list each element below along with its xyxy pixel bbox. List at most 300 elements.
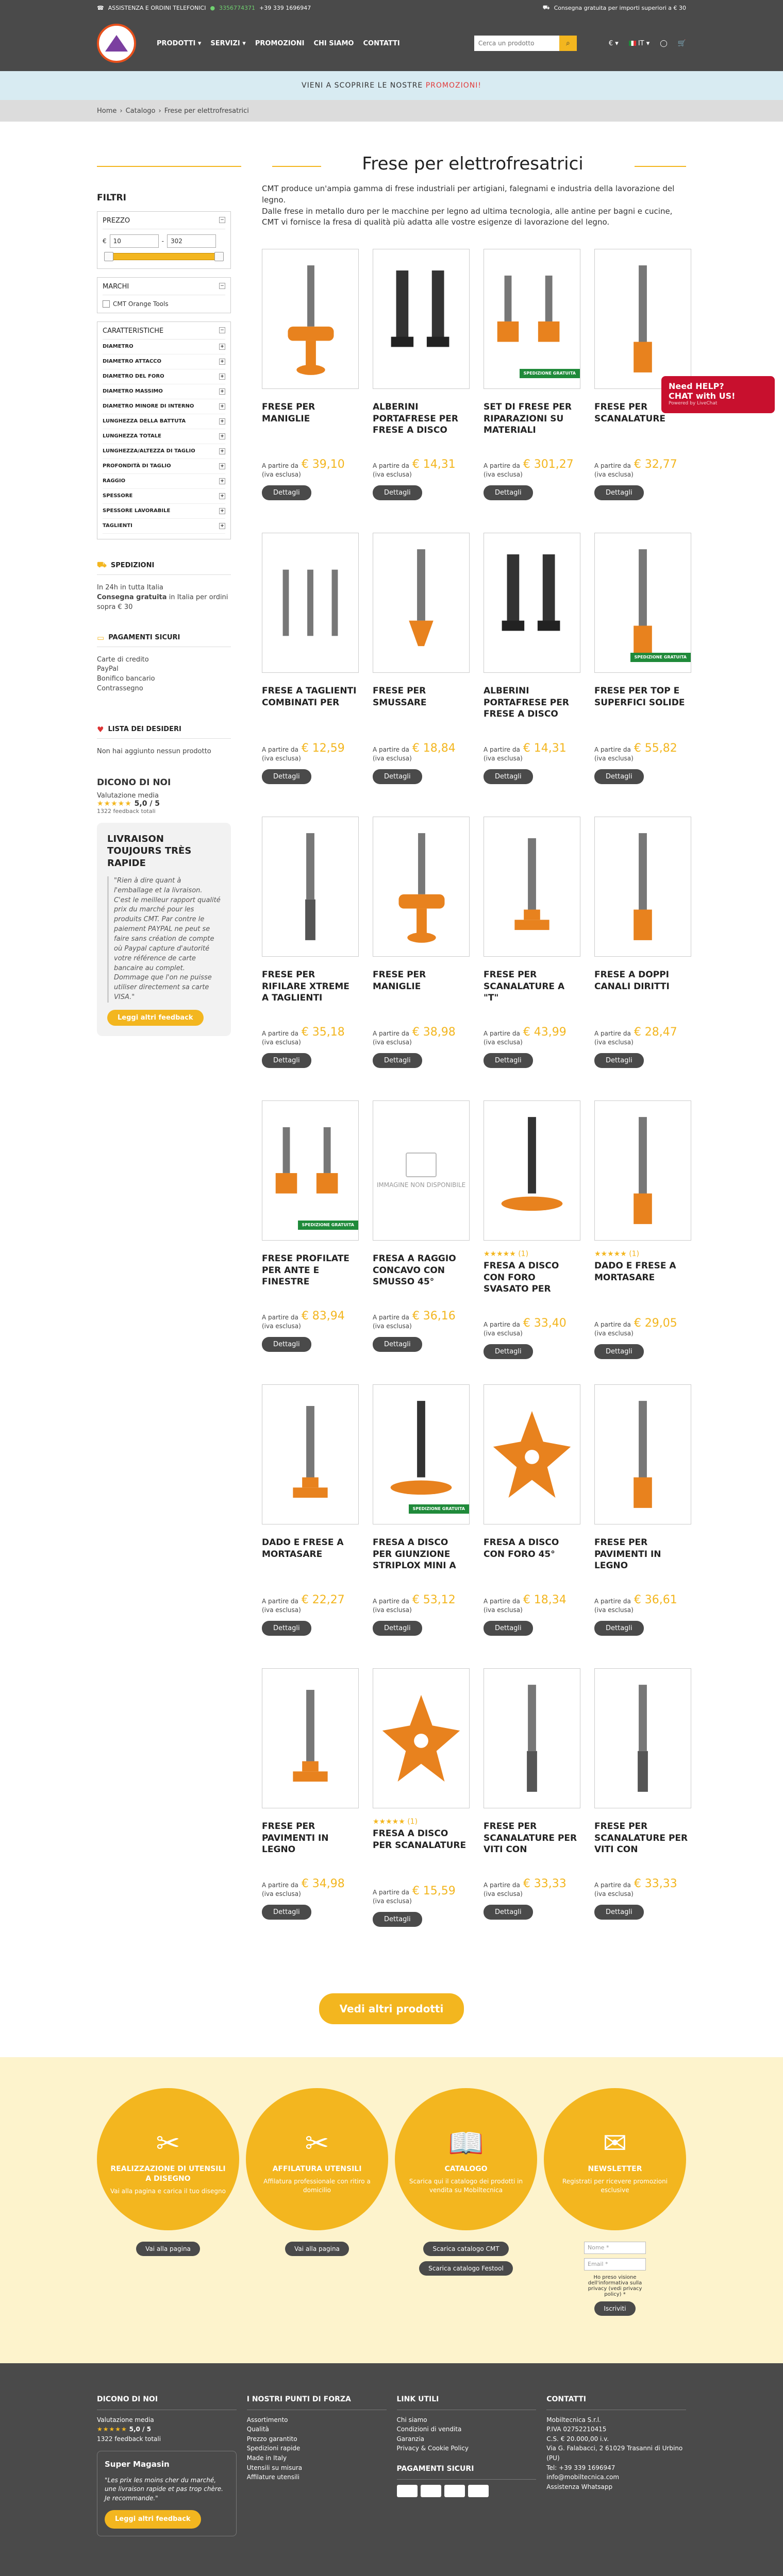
payment-logos [397,2485,537,2497]
price-from-label: A partire da [373,746,409,753]
price-from-label: A partire da [262,1314,298,1321]
footer-strength-item[interactable]: Made in Italy [246,2454,287,2462]
price-from-label: A partire da [594,1598,631,1605]
product-photo [373,1390,469,1519]
footer-feedback-button[interactable]: Leggi altri feedback [105,2510,201,2529]
product-image[interactable] [594,1384,691,1524]
service-icon: ✂ [156,2127,180,2160]
expand-icon[interactable]: + [219,359,225,365]
service-column [246,2088,388,2363]
vat-note: (iva esclusa) [373,755,412,762]
product-name[interactable]: FRESE PER SCANALATURE PER VITI CON [594,1821,688,1855]
product-photo [373,538,469,667]
search-input[interactable] [474,36,559,51]
details-button[interactable]: Dettagli [262,1905,311,1920]
product-price: € 33,33 [634,1877,677,1890]
nav-services[interactable]: SERVIZI ▾ [210,39,246,47]
expand-icon[interactable]: + [219,403,225,410]
price-row [484,1594,580,1614]
product-card[interactable] [262,817,359,1100]
product-photo [595,822,691,951]
filter-item[interactable] [103,504,225,519]
product-name[interactable]: FRESE PER SMUSSARE [373,686,427,708]
phone-number[interactable]: +39 339 1696947 [259,4,311,11]
product-image[interactable] [484,249,580,389]
expand-icon[interactable]: + [219,344,225,350]
price-row [594,742,691,762]
language-select[interactable] [629,40,649,47]
brand-filter [97,277,231,313]
characteristics-title: CARATTERISTICHE [103,327,164,335]
newsletter-name-input[interactable]: Nome * [584,2242,646,2254]
payment-logo-icon [468,2485,489,2497]
price-from-label: A partire da [484,1598,520,1605]
product-name[interactable]: FRESE PROFILATE PER ANTE E FINESTRE [262,1253,349,1287]
shipping-note: Consegna gratuita per importi superiori a € 30 [554,4,686,11]
product-name[interactable]: FRESE PER PAVIMENTI IN LEGNO [262,1821,329,1855]
product-name[interactable]: ALBERINI PORTAFRESE PER FRESE A DISCO [373,402,458,436]
price-from-label: A partire da [594,1882,631,1889]
product-price: € 15,59 [412,1885,456,1897]
service-title: REALIZZAZIONE DI UTENSILI A DISEGNO [110,2165,226,2183]
details-button[interactable]: Dettagli [484,769,533,784]
vat-note: (iva esclusa) [262,1039,301,1046]
footer-rating-stars: ★★★★★ [97,2426,127,2433]
product-name[interactable]: SET DI FRESE PER RIPARAZIONI SU MATERIALI [484,402,572,436]
details-button[interactable]: Dettagli [262,485,311,500]
cart-icon[interactable]: 🛒 [677,39,686,47]
product-price: € 29,05 [634,1317,677,1330]
product-card[interactable] [373,1668,470,1952]
price-row [262,1594,359,1614]
product-image[interactable] [262,1668,359,1808]
product-image[interactable] [373,533,470,673]
footer-review-title: Super Magasin [105,2460,170,2469]
product-price: € 34,98 [301,1877,345,1890]
footer-payments-title: PAGAMENTI SICURI [397,2464,537,2480]
product-name[interactable]: FRESE PER PAVIMENTI IN LEGNO [594,1537,661,1571]
service-title: CATALOGO [444,2165,488,2173]
service-circle[interactable] [395,2088,537,2230]
product-image[interactable] [484,1384,580,1524]
truck-icon: ⛟ [542,4,550,11]
price-row [373,1310,470,1330]
filter-item[interactable] [103,354,225,369]
footer-contact-item[interactable]: Tel: +39 339 1696947 [546,2464,615,2471]
product-card[interactable] [373,249,470,533]
product-card[interactable] [484,1668,580,1952]
nav-promotions[interactable]: PROMOZIONI [255,39,305,47]
service-column [97,2088,239,2363]
product-photo [595,1106,691,1235]
price-row [262,1026,359,1046]
help-line1: Need HELP? [669,381,724,391]
collapse-icon[interactable]: − [219,217,225,223]
product-card[interactable] [484,533,580,817]
filter-item-label: PROFONDITÀ DI TAGLIO [103,463,171,469]
filter-item[interactable] [103,369,225,384]
details-button[interactable]: Dettagli [262,1053,311,1068]
vat-note: (iva esclusa) [373,1606,412,1614]
filter-item[interactable] [103,399,225,414]
search-icon: ⌕ [565,39,570,47]
product-card[interactable] [594,1668,691,1952]
product-image[interactable] [373,1668,470,1808]
wishlist-title: LISTA DEI DESIDERI [108,725,181,734]
footer-strength-item[interactable]: Qualità [246,2426,269,2433]
product-image[interactable] [262,1100,359,1241]
product-image[interactable] [594,1668,691,1808]
payment-logo-icon [397,2485,418,2497]
details-button[interactable]: Dettagli [373,1912,422,1927]
review-title: LIVRAISON TOUJOURS TRÈS RAPIDE [107,833,192,869]
phone-icon: ☎ [97,4,104,11]
product-card[interactable] [262,1100,359,1384]
footer-rating-score: 5,0 / 5 [129,2426,151,2433]
details-button[interactable]: Dettagli [262,1337,311,1352]
vat-note: (iva esclusa) [484,1890,523,1897]
product-photo [373,1674,469,1803]
product-image[interactable] [484,817,580,957]
characteristics-filter [97,321,231,539]
price-from-label: A partire da [262,462,298,469]
expand-icon[interactable]: + [219,493,225,499]
collapse-icon[interactable]: − [219,327,225,333]
product-price: € 36,61 [634,1594,677,1606]
details-button[interactable]: Dettagli [373,485,422,500]
product-name[interactable]: FRESA A DISCO CON FORO 45° [484,1537,559,1560]
vat-note: (iva esclusa) [594,1890,634,1897]
vat-note: (iva esclusa) [373,1897,412,1905]
product-image[interactable] [594,817,691,957]
price-slider[interactable] [105,253,223,260]
product-rating: ★★★★★ (1) [373,1818,418,1826]
service-text: Vai alla pagina e carica il tuo disegno [110,2187,226,2195]
filter-item[interactable] [103,384,225,399]
price-filter: PREZZO − € 10 - 302 [97,211,231,269]
main-content [262,183,691,1952]
details-button[interactable]: Dettagli [594,769,644,784]
expand-icon[interactable]: + [219,418,225,425]
product-card[interactable] [262,1668,359,1952]
footer-contact-item[interactable]: Via G. Falabacci, 2 61029 Trasanni di Urbino (PU) [546,2445,683,2462]
newsletter-privacy[interactable]: Ho preso visione dell'informativa sulla privacy (vedi privacy policy) * [588,2275,642,2297]
service-title: AFFILATURA UTENSILI [272,2165,362,2173]
service-circle[interactable] [97,2088,239,2230]
service-button-2[interactable]: Scarica catalogo Festool [419,2261,513,2276]
product-card[interactable] [594,817,691,1100]
product-photo [595,255,691,383]
product-card[interactable] [262,533,359,817]
product-rating: ★★★★★ (1) [484,1250,529,1258]
product-photo [262,1106,358,1235]
product-card[interactable] [373,533,470,817]
footer-contact-item[interactable]: P.IVA 02752210415 [546,2426,607,2433]
footer-link[interactable]: Privacy & Cookie Policy [396,2445,469,2452]
product-photo [262,1390,358,1519]
details-button[interactable]: Dettagli [594,1344,644,1359]
service-button[interactable]: Vai alla pagina [285,2242,349,2256]
footer [0,2363,783,2576]
product-card[interactable] [484,1100,580,1384]
service-icon: ✉ [603,2127,627,2160]
product-name[interactable]: FRESE PER TOP E SUPERFICI SOLIDE [594,686,685,708]
product-price: € 55,82 [634,742,677,755]
product-name[interactable]: FRESE PER MANIGLIE [262,402,315,424]
product-name[interactable]: FRESA A DISCO CON FORO SVASATO PER [484,1261,559,1295]
price-from-label: A partire da [262,1030,298,1037]
details-button[interactable]: Dettagli [373,1053,422,1068]
user-icon[interactable]: ◯ [660,39,668,47]
details-button[interactable]: Dettagli [594,1621,644,1636]
details-button[interactable]: Dettagli [484,485,533,500]
service-text: Scarica qui il catalogo dei prodotti in vendita su Mobiltecnica [409,2177,523,2194]
expand-icon[interactable]: + [219,478,225,484]
product-image[interactable] [373,817,470,957]
main-nav [157,40,454,47]
product-card[interactable] [594,1100,691,1384]
logo[interactable] [97,24,136,63]
expand-icon[interactable]: + [219,508,225,514]
service-button[interactable]: Scarica catalogo CMT [423,2242,508,2256]
product-card[interactable] [262,1384,359,1668]
filter-item-label: DIAMETRO ATTACCO [103,359,162,364]
collapse-icon[interactable]: − [219,283,225,289]
product-name[interactable]: FRESE A TAGLIENTI COMBINATI PER [262,686,357,708]
product-price: € 22,27 [301,1594,345,1606]
product-image[interactable] [484,1668,580,1808]
assist-label: ASSISTENZA E ORDINI TELEFONICI [108,4,206,11]
product-name[interactable]: FRESA A DISCO PER SCANALATURE [373,1828,467,1851]
product-photo [373,822,469,951]
product-photo [484,822,580,951]
details-button[interactable]: Dettagli [373,1621,422,1636]
details-button[interactable]: Dettagli [594,1905,644,1920]
filters-title: FILTRI [97,193,126,203]
product-photo [595,1674,691,1803]
details-button[interactable]: Dettagli [484,1344,533,1359]
price-row [262,458,359,478]
service-title: NEWSLETTER [588,2165,642,2173]
promo-highlight: PROMOZIONI! [425,81,481,90]
footer-strength-item[interactable]: Affilature utensili [246,2473,299,2481]
price-from-label: A partire da [373,1598,409,1605]
expand-icon[interactable]: + [219,463,225,469]
product-card[interactable] [594,533,691,817]
price-row [373,1594,470,1614]
logo-mark [105,35,128,52]
nav-products[interactable]: PRODOTTI ▾ [157,39,202,47]
service-button[interactable]: Vai alla pagina [136,2242,200,2256]
product-photo [262,1674,358,1803]
product-price: € 33,40 [523,1317,567,1330]
expand-icon[interactable]: + [219,448,225,454]
service-icon: 📖 [448,2127,484,2160]
nav-contacts[interactable]: CONTATTI [363,39,400,47]
free-shipping-badge: SPEDIZIONE GRATUITA [630,653,691,662]
vat-note: (iva esclusa) [484,1039,523,1046]
expand-icon[interactable]: + [219,523,225,529]
filter-item[interactable] [103,414,225,429]
product-image[interactable] [594,533,691,673]
details-button[interactable]: Dettagli [373,769,422,784]
footer-link[interactable]: Chi siamo [396,2416,427,2424]
price-max-input[interactable]: 302 [167,234,216,248]
product-image[interactable] [262,249,359,389]
vat-note: (iva esclusa) [262,1890,301,1897]
footer-link[interactable]: Garanzia [396,2435,425,2443]
expand-icon[interactable]: + [219,374,225,380]
product-price: € 14,31 [412,458,456,471]
breadcrumb-home[interactable]: Home [97,107,117,115]
details-button[interactable]: Dettagli [262,769,311,784]
newsletter-email-input[interactable]: Email * [584,2258,646,2270]
product-price: € 301,27 [523,458,574,471]
price-min-input[interactable]: 10 [110,234,159,248]
details-button[interactable]: Dettagli [262,1621,311,1636]
service-text: Registrati per ricevere promozioni esclusive [562,2177,668,2194]
product-name[interactable]: DADO E FRESE A MORTASARE [262,1537,344,1560]
product-name[interactable]: FRESA A RAGGIO CONCAVO CON SMUSSO 45° [373,1253,456,1287]
footer-strength-item[interactable]: Utensili su misura [246,2464,303,2471]
breadcrumb-catalog[interactable]: Catalogo [125,107,156,115]
footer-link[interactable]: Condizioni di vendita [396,2426,462,2433]
filter-item[interactable] [103,459,225,474]
product-card[interactable] [484,249,580,533]
search-button[interactable] [559,36,577,51]
expand-icon[interactable]: + [219,388,225,395]
product-image[interactable] [262,817,359,957]
payment-item: Carte di credito [97,655,149,664]
details-button[interactable]: Dettagli [484,1621,533,1636]
product-image[interactable] [594,1100,691,1241]
details-button[interactable]: Dettagli [484,1053,533,1068]
details-button[interactable]: Dettagli [594,485,644,500]
footer-strength-item[interactable]: Assortimento [246,2416,288,2424]
service-circle[interactable] [246,2088,388,2230]
footer-strengths-title: I NOSTRI PUNTI DI FORZA [247,2394,387,2410]
product-name[interactable]: FRESE PER SCANALATURE PER VITI CON [484,1821,577,1855]
filter-item-label: LUNGHEZZA TOTALE [103,433,161,439]
product-name[interactable]: DADO E FRESE A MORTASARE [594,1261,676,1283]
product-name[interactable]: FRESE PER SCANALATURE [594,402,666,424]
product-name[interactable]: FRESE PER MANIGLIE [373,970,426,992]
nav-about[interactable]: CHI SIAMO [313,39,354,47]
footer-contact-item[interactable]: C.S. € 20.000,00 i.v. [546,2435,609,2443]
price-from-label: A partire da [262,1882,298,1889]
service-column [544,2088,686,2363]
vat-note: (iva esclusa) [262,471,301,478]
product-image[interactable] [484,1100,580,1241]
price-row [484,1317,580,1337]
footer-strength-item[interactable]: Prezzo garantito [246,2435,297,2443]
price-from-label: A partire da [484,1030,520,1037]
product-photo [484,538,580,667]
service-circle[interactable] [544,2088,686,2230]
footer-contact-item[interactable]: info@mobiltecnica.com [546,2473,620,2481]
filter-item-label: TAGLIENTI [103,523,132,529]
vat-note: (iva esclusa) [373,1039,412,1046]
language-label: IT ▾ [638,39,650,47]
slider-handle-min[interactable] [104,252,113,261]
vat-note: (iva esclusa) [594,1330,634,1337]
product-image[interactable] [262,533,359,673]
whatsapp-number[interactable]: 3356774371 [219,4,256,11]
product-card[interactable] [262,249,359,533]
footer-strength-item[interactable]: Spedizioni rapide [246,2445,301,2452]
footer-contact-item[interactable]: Mobiltecnica S.r.l. [546,2416,601,2424]
filter-item[interactable] [103,474,225,489]
details-button[interactable]: Dettagli [594,1053,644,1068]
vat-note: (iva esclusa) [594,1039,634,1046]
product-image[interactable] [373,1100,470,1241]
footer-contact-item[interactable]: Assistenza Whatsapp [546,2483,613,2490]
heart-icon: ♥ [97,724,104,734]
price-from-label: A partire da [594,1321,631,1328]
promo-banner[interactable] [0,71,783,100]
footer-links-title: LINK UTILI [397,2394,537,2410]
free-shipping-badge: SPEDIZIONE GRATUITA [409,1504,469,1514]
product-image[interactable] [594,249,691,389]
payment-item: PayPal [97,665,119,673]
product-image[interactable] [484,533,580,673]
filter-item-label: RAGGIO [103,478,126,484]
filter-item[interactable] [103,489,225,504]
filter-item[interactable] [103,429,225,444]
product-card[interactable] [594,1384,691,1668]
filter-item-label: DIAMETRO DEL FORO [103,374,164,379]
product-price: € 83,94 [301,1310,345,1323]
product-name[interactable]: FRESE A DOPPI CANALI DIRITTI [594,970,670,992]
brand-checkbox[interactable] [103,300,110,308]
product-image[interactable] [373,249,470,389]
product-price: € 14,31 [523,742,567,755]
product-name[interactable]: FRESA A DISCO PER GIUNZIONE STRIPLOX MINI A [373,1537,456,1571]
product-card[interactable] [373,1100,470,1384]
price-row [373,458,470,478]
product-image[interactable] [373,1384,470,1524]
product-name[interactable]: FRESE PER SCANALATURE A "T" [484,970,565,1004]
livechat-widget[interactable] [661,376,775,413]
price-row [373,1026,470,1046]
product-card[interactable] [484,1384,580,1668]
price-row [373,1885,470,1905]
product-card[interactable] [373,817,470,1100]
filter-item[interactable] [103,340,225,354]
filter-item[interactable] [103,444,225,459]
details-button[interactable]: Dettagli [373,1337,422,1352]
details-button[interactable]: Dettagli [484,1905,533,1920]
product-card[interactable] [484,817,580,1100]
read-feedback-button[interactable]: Leggi altri feedback [107,1010,204,1026]
price-filter-title: PREZZO [103,217,130,225]
product-price: € 12,59 [301,742,345,755]
filter-item[interactable] [103,519,225,534]
price-from-label: A partire da [373,1314,409,1321]
slider-handle-max[interactable] [214,252,224,261]
newsletter-submit-button[interactable]: Iscriviti [594,2301,635,2316]
expand-icon[interactable]: + [219,433,225,439]
currency-select[interactable]: € ▾ [608,39,619,47]
product-card[interactable] [373,1384,470,1668]
product-name[interactable]: ALBERINI PORTAFRESE PER FRESE A DISCO [484,686,569,720]
vat-note: (iva esclusa) [262,755,301,762]
price-row [484,1026,580,1046]
more-products-button[interactable]: Vedi altri prodotti [319,1993,464,2024]
product-name[interactable]: FRESE PER RIFILARE XTREME A TAGLIENTI [262,970,349,1004]
services-section [0,2057,783,2363]
product-image[interactable] [262,1384,359,1524]
